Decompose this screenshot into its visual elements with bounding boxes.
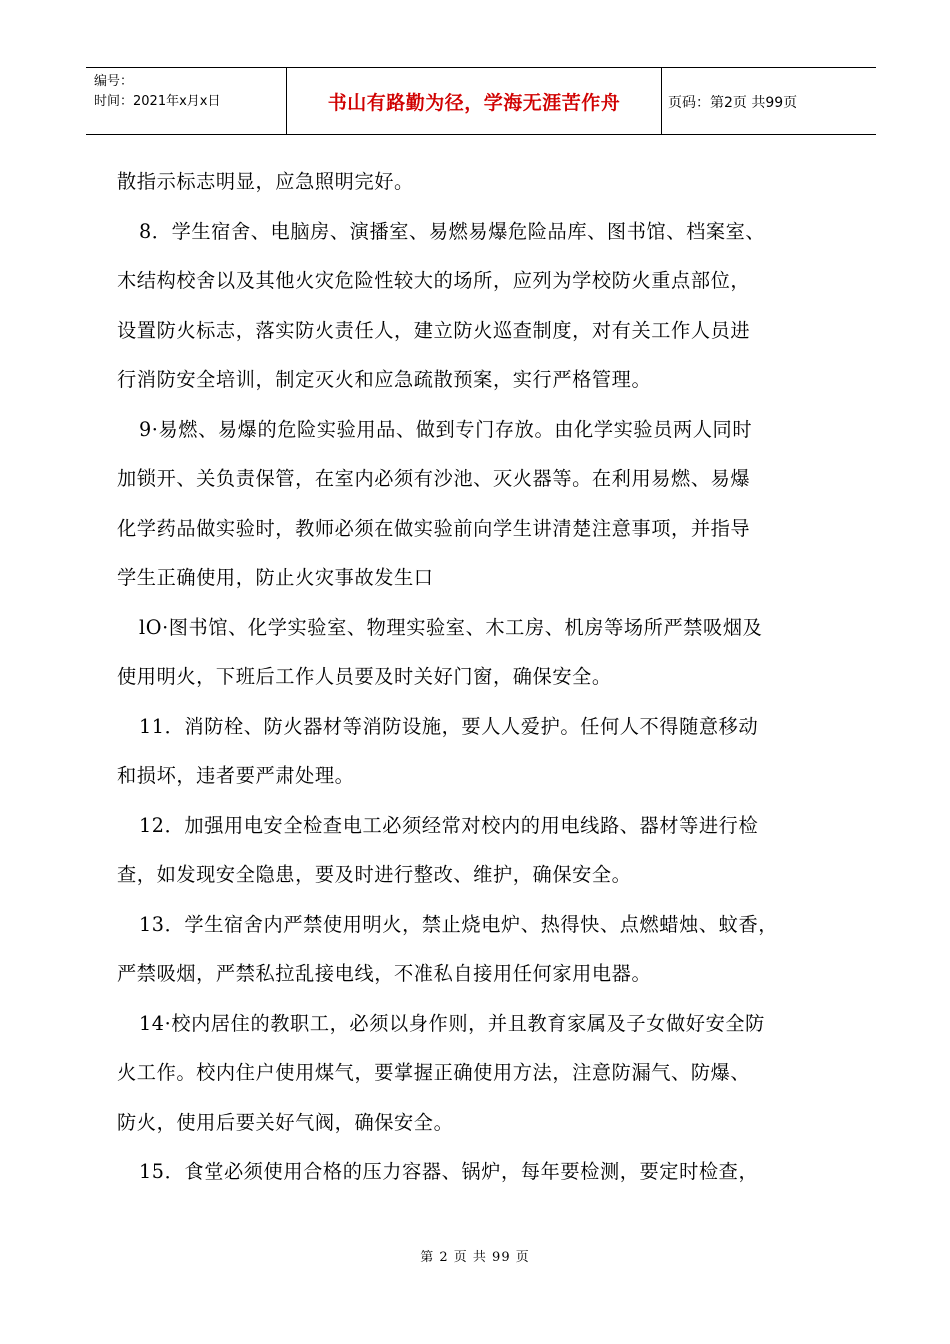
text-line: 12．加强用电安全检查电工必须经常对校内的用电线路、器材等进行检 — [139, 813, 759, 837]
text-line: 15．食堂必须使用合格的压力容器、锅炉，每年要检测，要定时检查， — [139, 1160, 759, 1183]
text-line: 使用明火，下班后工作人员要及时关好门窗，确保安全。 — [117, 665, 612, 688]
text-line: lO·图书馆、化学实验室、物理实验室、木工房、机房等场所严禁吸烟及 — [139, 615, 763, 639]
text-line: 行消防安全培训，制定灭火和应急疏散预案，实行严格管理。 — [117, 368, 652, 391]
text-line: 14·校内居住的教职工，必须以身作则，并且教育家属及子女做好安全防 — [139, 1011, 765, 1035]
text-line: 和损坏，违者要严肃处理。 — [117, 764, 355, 787]
header-page-info: 页码：第2页 共99页 — [668, 95, 798, 111]
document-body — [117, 157, 857, 1197]
text-line: 11．消防栓、防火器材等消防设施，要人人爱护。任何人不得随意移动 — [139, 714, 759, 738]
header-meta — [94, 72, 220, 112]
text-line: 严禁吸烟，严禁私拉乱接电线，不准私自接用任何家用电器。 — [117, 962, 652, 985]
text-line: 化学药品做实验时，教师必须在做实验前向学生讲清楚注意事项，并指导 — [117, 516, 751, 540]
page-header — [86, 67, 876, 135]
header-divider-right — [661, 68, 662, 135]
text-line: 设置防火标志，落实防火责任人，建立防火巡查制度，对有关工作人员进 — [117, 318, 751, 342]
text-line: 木结构校舍以及其他火灾危险性较大的场所，应列为学校防火重点部位， — [117, 269, 751, 292]
text-line: 散指示标志明显，应急照明完好。 — [117, 170, 414, 193]
page-footer: 第 2 页 共 99 页 — [420, 1250, 530, 1265]
text-line: 13．学生宿舍内严禁使用明火，禁止烧电炉、热得快、点燃蜡烛、蚊香， — [139, 912, 779, 936]
doc-number-label: 编号： — [94, 74, 134, 89]
text-line: 加锁开、关负责保管，在室内必须有沙池、灭火器等。在利用易燃、易爆 — [117, 467, 751, 490]
text-line: 8．学生宿舍、电脑房、演播室、易燃易爆危险品库、图书馆、档案室、 — [139, 219, 766, 243]
text-line: 查，如发现安全隐患，要及时进行整改、维护，确保安全。 — [117, 863, 632, 886]
text-line: 防火，使用后要关好气阀，确保安全。 — [117, 1110, 454, 1134]
header-motto: 书山有路勤为径，学海无涯苦作舟 — [327, 92, 621, 114]
doc-time-label: 时间：2021年x月x日 — [94, 94, 221, 109]
text-line: 火工作。校内住户使用煤气，要掌握正确使用方法，注意防漏气、防爆、 — [117, 1061, 751, 1084]
text-line: 9·易燃、易爆的危险实验用品、做到专门存放。由化学实验员两人同时 — [139, 417, 753, 441]
text-line: 学生正确使用，防止火灾事故发生口 — [117, 566, 434, 589]
